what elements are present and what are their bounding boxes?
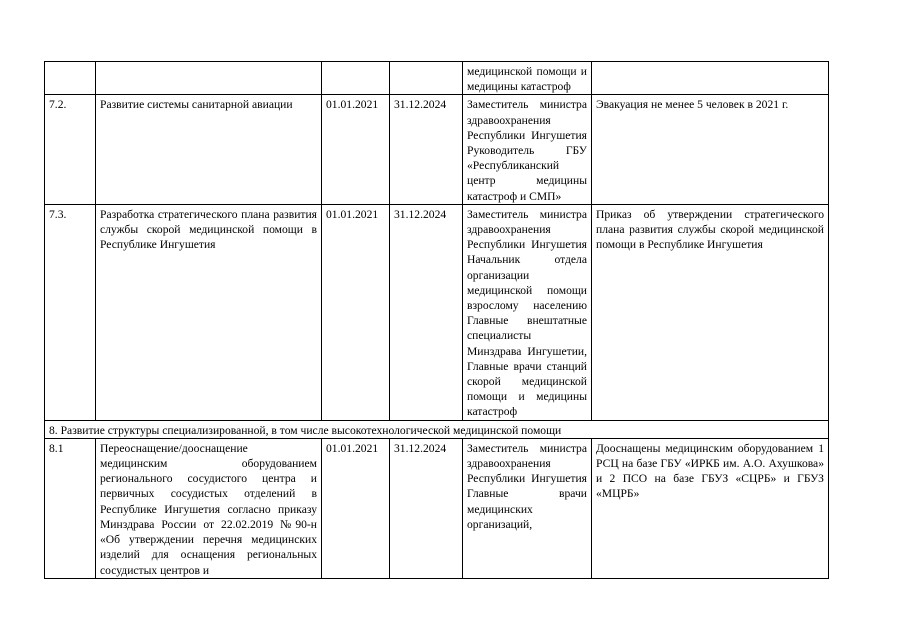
cell-start: 01.01.2021 bbox=[322, 438, 390, 578]
cell-num: 7.3. bbox=[45, 204, 96, 420]
section-header-row bbox=[45, 420, 829, 438]
cell-name: Развитие системы санитарной авиации bbox=[96, 95, 322, 204]
cell-result: Эвакуация не менее 5 человек в 2021 г. bbox=[592, 95, 829, 204]
table-row-7-3 bbox=[45, 204, 829, 420]
cell-end: 31.12.2024 bbox=[390, 438, 463, 578]
cell-executor: Заместитель министра здравоохранения Республики Ингушетия Начальник отдела организации медицинской помощи взрослому населению Главные внештатные специалисты Минздрава Ингушетии, Главные врачи станций скорой медицинской помощи и медицины катастроф bbox=[463, 204, 592, 420]
cell-start bbox=[322, 62, 390, 95]
cell-executor: медицинской помощи и медицины катастроф bbox=[463, 62, 592, 95]
cell-name bbox=[96, 62, 322, 95]
cell-end: 31.12.2024 bbox=[390, 204, 463, 420]
cell-result: Приказ об утверждении стратегического плана развития службы скорой медицинской помощи в Республике Ингушетия bbox=[592, 204, 829, 420]
measures-table bbox=[44, 61, 829, 579]
cell-num: 7.2. bbox=[45, 95, 96, 204]
table-row-7-2 bbox=[45, 95, 829, 204]
cell-executor: Заместитель министра здравоохранения Республики Ингушетия Руководитель ГБУ «Республиканский центр медицины катастроф и СМП» bbox=[463, 95, 592, 204]
cell-num: 8.1 bbox=[45, 438, 96, 578]
cell-name: Переоснащение/дооснащение медицинским оборудованием регионального сосудистого центра и первичных сосудистых отделений в Республике Ингушетия согласно приказу Минздрава России от 22.02.2019 №90-н «Об утверждении перечня медицинских изделий для оснащения региональных сосудистых центров и bbox=[96, 438, 322, 578]
cell-end: 31.12.2024 bbox=[390, 95, 463, 204]
cell-end bbox=[390, 62, 463, 95]
cell-executor: Заместитель министра здравоохранения Республики Ингушетия Главные врачи медицинских организаций, bbox=[463, 438, 592, 578]
table-row-8-1 bbox=[45, 438, 829, 578]
cell-name: Разработка стратегического плана развития службы скорой медицинской помощи в Республике Ингушетия bbox=[96, 204, 322, 420]
cell-start: 01.01.2021 bbox=[322, 204, 390, 420]
cell-result: Дооснащены медицинским оборудованием 1 РСЦ на базе ГБУ «ИРКБ им. А.О. Ахушкова» и 2 ПСО на базе ГБУЗ «СЦРБ» и ГБУЗ «МЦРБ» bbox=[592, 438, 829, 578]
table-row-continuation bbox=[45, 62, 829, 95]
section-title: 8. Развитие структуры специализированной, в том числе высокотехнологической медицинской помощи bbox=[45, 420, 829, 438]
cell-result bbox=[592, 62, 829, 95]
cell-num bbox=[45, 62, 96, 95]
cell-start: 01.01.2021 bbox=[322, 95, 390, 204]
